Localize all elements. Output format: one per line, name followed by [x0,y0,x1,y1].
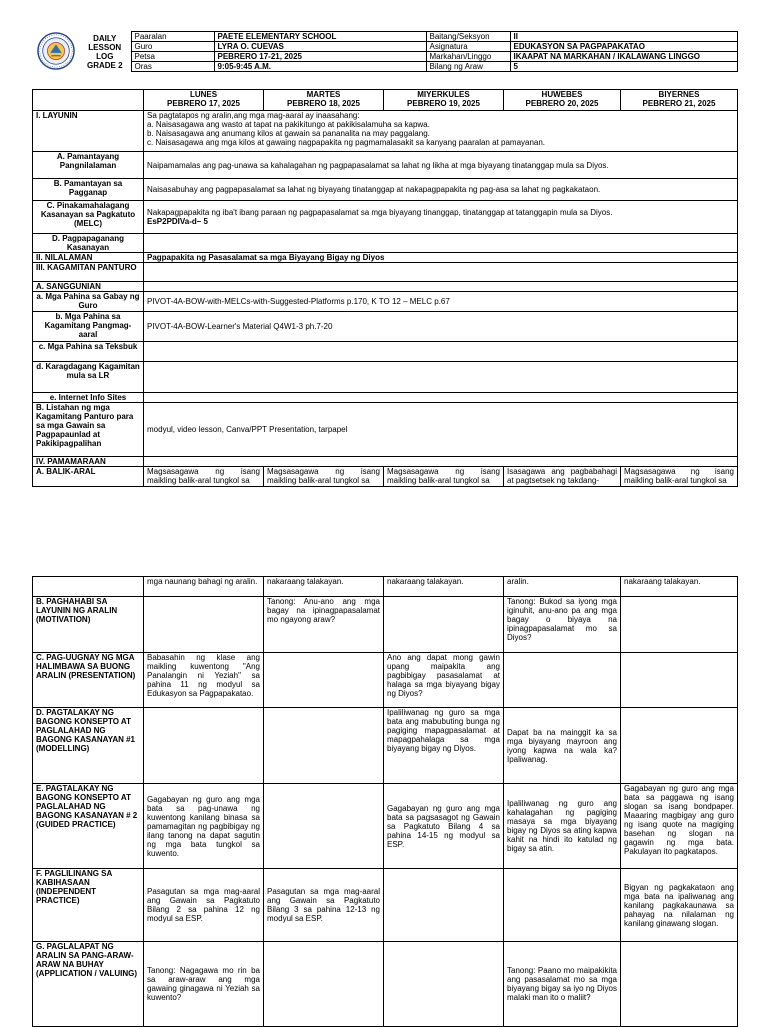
header-value-teacher: LYRA O. CUEVAS [214,42,426,52]
lesson-log-table-page2 [32,576,738,1027]
label-kagamitang-pangmag-aaral: b. Mga Pahina sa Kagamitang Pangmag-aaral [33,312,144,342]
label-pagpapaganang-kasanayan: D. Pagpapaganang Kasanayan [33,234,144,253]
day-date: PEBRERO 17, 2025 [167,99,240,108]
label-application-valuing: G. PAGLALAPAT NG ARALIN SA PANG-ARAW-ARAW NA BUHAY (APPLICATION / VALUING) [33,942,144,1027]
header-key: Markahan/Linggo [426,52,510,62]
guided-practice-wednesday: Gagabayan ng guro ang mga bata sa pagsasagot ng Gawain sa Pagkatuto Bilang 4 sa pahina 14-15 ng modyul sa ESP. [384,784,504,869]
label-pamamaraan: IV. PAMAMARAAN [33,457,144,467]
presentation-monday: Babasahin ng klase ang maikling kuwentong "Ang Panalangin ni Yeziah" sa pahina 11 ng modyul sa Edukasyon sa Pagpapakatao. [144,653,264,708]
independent-practice-thursday [504,869,621,942]
guided-practice-tuesday [264,784,384,869]
independent-practice-wednesday [384,869,504,942]
header-key: Asignatura [426,42,510,52]
continuation-friday: nakaraang talakayan. [621,577,738,597]
day-date: PEBRERO 20, 2025 [525,99,599,108]
day-date: PEBRERO 21, 2025 [642,99,716,108]
day-name: HUWEBES [541,90,583,99]
label-guided-practice: E. PAGTALAKAY NG BAGONG KONSEPTO AT PAGLALAHAD NG BAGONG KASANAYAN # 2 (GUIDED PRACTICE) [33,784,144,869]
title-line: DAILY [93,33,117,43]
label-presentation: C. PAG-UUGNAY NG MGA HALIMBAWA SA BUONG ARALIN (PRESENTATION) [33,653,144,708]
lesson-log-table-page1 [32,89,738,487]
label-modelling: D. PAGTALAKAY NG BAGONG KONSEPTO AT PAGLALAHAD NG BAGONG KASANAYAN #1 (MODELLING) [33,708,144,784]
melc-text: Nakapagpapakita ng iba't ibang paraan ng pagpapasalamat sa mga biyayang tinanggap, tinatanggap at tatanggapin mula sa Diyos. [147,208,613,217]
layunin-line: c. Naisasagawa ang mga kilos at gawaing nagpapakita ng pagmamalasakit sa kanyang paaralan at pamayanan. [147,138,546,147]
deped-seal-logo [32,32,79,72]
header-key: Bilang ng Araw [426,62,510,72]
modelling-monday [144,708,264,784]
label-listahan-kagamitan: B. Listahan ng mga Kagamitang Panturo para sa mga Gawain sa Pagpapaunlad at Pakikipagpalihan [33,403,144,457]
nilalaman-text: Pagpapakita ng Pasasalamat sa mga Biyayang Bigay ng Diyos [144,253,738,263]
independent-practice-monday: Pasagutan sa mga mag-aaral ang Gawain sa Pagkatuto Bilang 2 sa pahina 12 ng modyul sa ESP. [144,869,264,942]
application-thursday: Tanong: Paano mo maipakikita ang pasasalamat mo sa mga biyayang bigay sa iyo ng Diyos malaki man ito o maliit? [504,942,621,1027]
label-pamantayan-sa-pagganap: B. Pamantayan sa Pagganap [33,179,144,201]
label-karagdagang-kagamitan: d. Karagdagang Kagamitan mula sa LR [33,362,144,393]
label-kagamitan-panturo: III. KAGAMITAN PANTURO [33,263,144,282]
teksbuk-text [144,342,738,362]
pamamaraan-text [144,457,738,467]
balik-aral-friday: Magsasagawa ng isang maikling balik-aral tungkol sa [621,467,738,487]
internet-info-sites-text [144,393,738,403]
continuation-label-cell [33,577,144,597]
header-value-days: 5 [510,62,737,72]
corner-cell [33,90,144,111]
presentation-wednesday: Ano ang dapat mong gawin upang maipakita ang pagbibigay pasasalamat at halaga sa mga biyayang bigay ng Diyos? [384,653,504,708]
application-friday [621,942,738,1027]
modelling-tuesday [264,708,384,784]
layunin-line: b. Naisasagawa ang anumang kilos at gawain sa pananalita na may paggalang. [147,129,430,138]
motivation-friday [621,597,738,653]
header-key: Paaralan [131,32,214,42]
label-melc: C. Pinakamahalagang Kasanayan sa Pagkatuto (MELC) [33,201,144,234]
title-line: LOG [96,51,114,61]
sanggunian-text [144,282,738,292]
karagdagang-kagamitan-text [144,362,738,393]
presentation-thursday [504,653,621,708]
day-header-tuesday [264,90,384,111]
day-header-friday [621,90,738,111]
listahan-kagamitan-text: modyul, video lesson, Canva/PPT Presentation, tarpapel [144,403,738,457]
header-value-time: 9:05-9:45 A.M. [214,62,426,72]
day-name: LUNES [189,90,218,99]
layunin-line: a. Naisasagawa ang wasto at tapat na pakikitungo at pakikisalamuha sa kapwa. [147,120,430,129]
motivation-wednesday [384,597,504,653]
layunin-line: Sa pagtatapos ng aralin,ang mga mag-aaral ay inaasahang: [147,111,360,120]
day-date: PEBRERO 19, 2025 [407,99,480,108]
motivation-thursday: Tanong: Bukod sa iyong mga iginuhit, anu-ano pa ang mga bagay o biyaya na ipinagpapasalamat mo sa Diyos? [504,597,621,653]
independent-practice-friday: Bigyan ng pagkakataon ang mga bata na ipaliwanag ang kanilang pagkakaunawa sa pahayag na nilalaman ng kanilang ginawang slogan. [621,869,738,942]
label-internet-info-sites: e. Internet Info Sites [33,393,144,403]
pagpapaganang-kasanayan-text [144,234,738,253]
header-table [32,31,738,72]
label-independent-practice: F. PAGLILINANG SA KABIHASAAN (INDEPENDENT PRACTICE) [33,869,144,942]
day-name: MARTES [306,90,341,99]
motivation-monday [144,597,264,653]
day-name: BIYERNES [658,90,700,99]
balik-aral-wednesday: Magsasagawa ng isang maikling balik-aral tungkol sa [384,467,504,487]
guided-practice-monday: Gagabayan ng guro ang mga bata sa pag-unawa ng kuwentong kanilang binasa sa pamamagitan ng pagbibigay ng ilang tanong na dapat sagutin ng mga bata tungkol sa kuwento. [144,784,264,869]
day-date: PEBRERO 18, 2025 [287,99,360,108]
header-value-date: PEBRERO 17-21, 2025 [214,52,426,62]
modelling-friday [621,708,738,784]
melc-code: EsP2PDIVa-d– 5 [147,217,208,226]
modelling-thursday: Dapat ba na mainggit ka sa mga biyayang mayroon ang iyong kapwa na wala ka? Ipaliwanag. [504,708,621,784]
header-value-subject: EDUKASYON SA PAGPAPAKATAO [510,42,737,52]
continuation-wednesday: nakaraang talakayan. [384,577,504,597]
label-balik-aral: A. BALIK-ARAL [33,467,144,487]
title-line: GRADE 2 [86,60,123,70]
pamantayan-sa-pagganap-text: Naisasabuhay ang pagpapasalamat sa lahat ng biyayang tinatanggap at nakapagpapakita ng pag-asa sa lahat ng pagkakataon. [144,179,738,201]
kagamitang-pangmag-aaral-text: PIVOT-4A-BOW-Learner's Material Q4W1-3 ph.7-20 [144,312,738,342]
day-header-thursday [504,90,621,111]
label-motivation: B. PAGHAHABI SA LAYUNIN NG ARALIN (MOTIVATION) [33,597,144,653]
presentation-tuesday [264,653,384,708]
application-monday: Tanong: Nagagawa mo rin ba sa araw-araw ang mga gawaing ginagawa ni Yeziah sa kuwento? [144,942,264,1027]
presentation-friday [621,653,738,708]
header-key: Guro [131,42,214,52]
section-label-layunin: I. LAYUNIN [33,111,144,152]
label-pamantayang-pangnilalaman: A. Pamantayang Pangnilalaman [33,152,144,179]
independent-practice-tuesday: Pasagutan sa mga mag-aaral ang Gawain sa Pagkatuto Bilang 3 sa pahina 12-13 ng modyul sa ESP. [264,869,384,942]
header-key: Petsa [131,52,214,62]
header-value-quarter: IKAAPAT NA MARKAHAN / IKALAWANG LINGGO [510,52,737,62]
modelling-wednesday: Ipaliliwanag ng guro sa mga bata ang mabubuting bunga ng pagiging mapagpasalamat at mapagpahalaga sa mga biyayang bigay ng Diyos. [384,708,504,784]
header-key: Baitang/Seksyon [426,32,510,42]
layunin-content [144,111,738,152]
day-header-wednesday [384,90,504,111]
application-wednesday [384,942,504,1027]
header-value-grade: II [510,32,737,42]
label-gabay-ng-guro: a. Mga Pahina sa Gabay ng Guro [33,292,144,312]
day-header-monday [144,90,264,111]
balik-aral-tuesday: Magsasagawa ng isang maikling balik-aral tungkol sa [264,467,384,487]
dll-title [79,32,131,72]
label-teksbuk: c. Mga Pahina sa Teksbuk [33,342,144,362]
label-sanggunian: A. SANGGUNIAN [33,282,144,292]
kagamitan-panturo-text [144,263,738,282]
header-value-school: PAETE ELEMENTARY SCHOOL [214,32,426,42]
continuation-thursday: aralin. [504,577,621,597]
header-key: Oras [131,62,214,72]
continuation-monday: mga naunang bahagi ng aralin. [144,577,264,597]
continuation-tuesday: nakaraang talakayan. [264,577,384,597]
motivation-tuesday: Tanong: Anu-ano ang mga bagay na ipinagpapasalamat mo ngayong araw? [264,597,384,653]
guided-practice-thursday: Ipaliliwanag ng guro ang kahalagahan ng pagiging masaya sa mga biyayang bigay ng Diyos sa ating kapwa kahit na hindi ito katulad ng bigay sa atin. [504,784,621,869]
application-tuesday [264,942,384,1027]
day-name: MIYERKULES [417,90,470,99]
melc-content [144,201,738,234]
balik-aral-thursday: Isasagawa ang pagbabahagi at pagtsetsek ng takdang- [504,467,621,487]
balik-aral-monday: Magsasagawa ng isang maikling balik-aral tungkol sa [144,467,264,487]
title-line: LESSON [88,42,122,52]
gabay-ng-guro-text: PIVOT-4A-BOW-with-MELCs-with-Suggested-Platforms p.170, K TO 12 – MELC p.67 [144,292,738,312]
pamantayang-pangnilalaman-text: Naipamamalas ang pag-unawa sa kahalagahan ng pagpapasalamat sa lahat ng likha at mga biyayang tinatanggap mula sa Diyos. [144,152,738,179]
label-nilalaman: II. NILALAMAN [33,253,144,263]
guided-practice-friday: Gagabayan ng guro ang mga bata sa paggawa ng isang slogan sa isang bondpaper. Maaaring magbigay ang guro ng isang quote na magiging basehan ng slogan na gagawin ng mga bata. Pakulayan ito pagkatapos. [621,784,738,869]
